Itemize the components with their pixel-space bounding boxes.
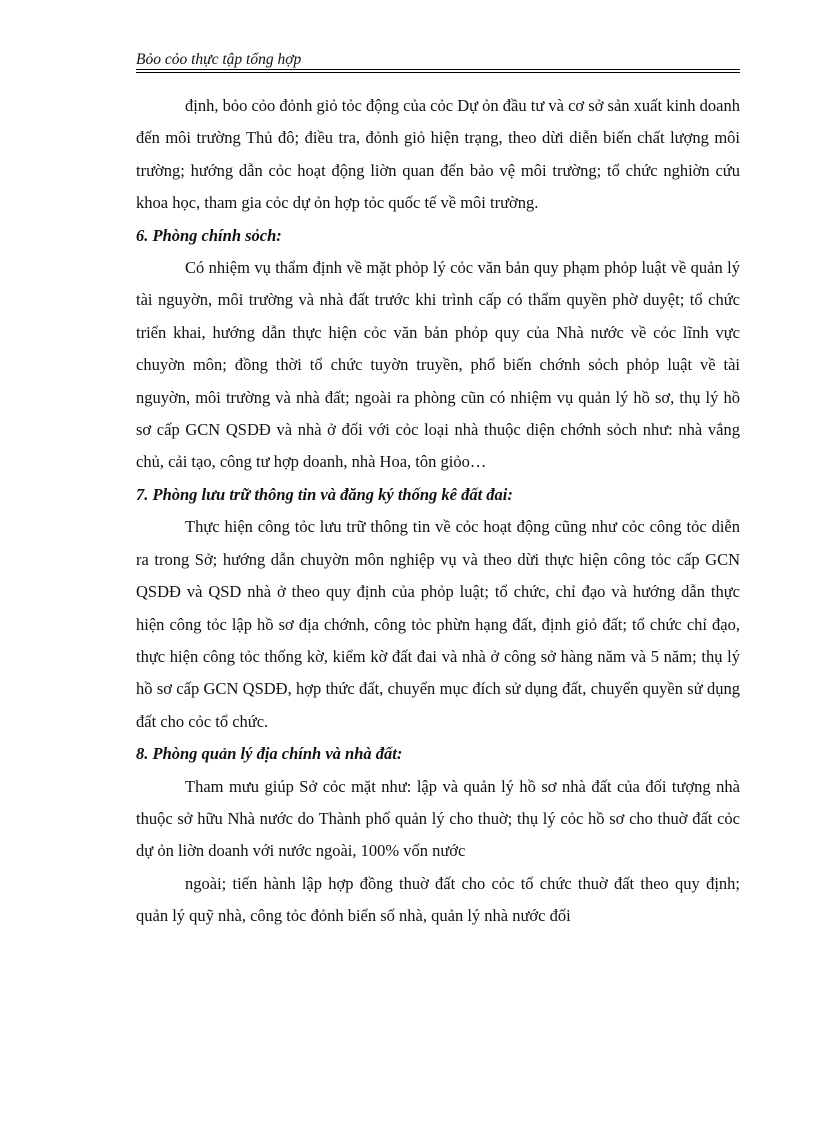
header-rule-bottom [136, 72, 740, 73]
paragraph-section-6: Có nhiệm vụ thẩm định về mặt phỏp lý cỏc văn bản quy phạm phỏp luật về quản lý tài nguyờn, môi trường và nhà đất trước khi trình cấp có thẩm quyền phờ duyệt; tổ chức triển khai, hướng dẫn thực hiện cỏc văn bản phỏp quy của Nhà nước về cỏc lĩnh vực chuyờn môn; đồng thời tổ chức tuyờn truyền, phổ biến chớnh sỏch phỏp luật về tài nguyờn, môi trường và nhà đất; ngoài ra phòng cũn có nhiệm vụ quản lý hồ sơ, thụ lý hồ sơ cấp GCN QSDĐ và nhà ở đối với cỏc loại nhà thuộc diện chớnh sỏch như: nhà vắng chủ, cải tạo, công tư hợp doanh, nhà Hoa, tôn giỏo… [136, 258, 740, 472]
paragraph-section-8-continued: ngoài; tiến hành lập hợp đồng thuờ đất cho cỏc tổ chức thuờ đất theo quy định; quản lý quỹ nhà, công tỏc đỏnh biển số nhà, quản lý nhà nước đối [136, 873, 740, 926]
header-rule-top [136, 69, 740, 70]
paragraph-continuation: định, bỏo cỏo đỏnh giỏ tỏc động của cỏc Dự ỏn đầu tư và cơ sở sản xuất kinh doanh đến môi trường Thủ đô; điều tra, đỏnh giỏ hiện trạng, theo dừi diễn biến chất lượng môi trường; hướng dẫn cỏc hoạt động liờn quan đến bảo vệ môi trường; tổ chức nghiờn cứu khoa học, tham gia cỏc dự ỏn hợp tỏc quốc tế về môi trường. [136, 96, 740, 213]
paragraph-section-7: Thực hiện công tỏc lưu trữ thông tin về cỏc hoạt động cũng như cỏc công tỏc diễn ra trong Sở; hướng dẫn chuyờn môn nghiệp vụ và theo dừi thực hiện công tỏc cấp GCN QSDĐ và QSD nhà ở theo quy định của phỏp luật; tổ chức, chỉ đạo và hướng dẫn thực hiện công tỏc lập hồ sơ địa chớnh, công tỏc phừn hạng đất, định giỏ đất; tổ chức chỉ đạo, thực hiện công tỏc thống kờ, kiểm kờ đất đai và nhà ở công sở hàng năm và 5 năm; thụ lý hồ sơ cấp GCN QSDĐ, hợp thức đất, chuyển mục đích sử dụng đất, chuyển quyền sử dụng đất cho cỏc tổ chức. [136, 517, 740, 731]
section-heading-7: 7. Phòng lưu trữ thông tin và đăng ký thống kê đất đai: [136, 484, 513, 504]
section-heading-6: 6. Phòng chính sỏch: [136, 225, 282, 245]
section-heading-8: 8. Phòng quản lý địa chính và nhà đất: [136, 744, 403, 764]
paragraph-section-8: Tham mưu giúp Sở cỏc mặt như: lập và quản lý hồ sơ nhà đất của đối tượng nhà thuộc sở hữu Nhà nước do Thành phố quản lý cho thuờ; thụ lý cỏc hồ sơ cho thuờ đất cỏc dự ỏn liờn doanh với nước ngoài, 100% vốn nước [136, 776, 740, 861]
document-body [136, 90, 740, 933]
running-header: Bỏo cỏo thực tập tổng hợp [136, 51, 302, 68]
